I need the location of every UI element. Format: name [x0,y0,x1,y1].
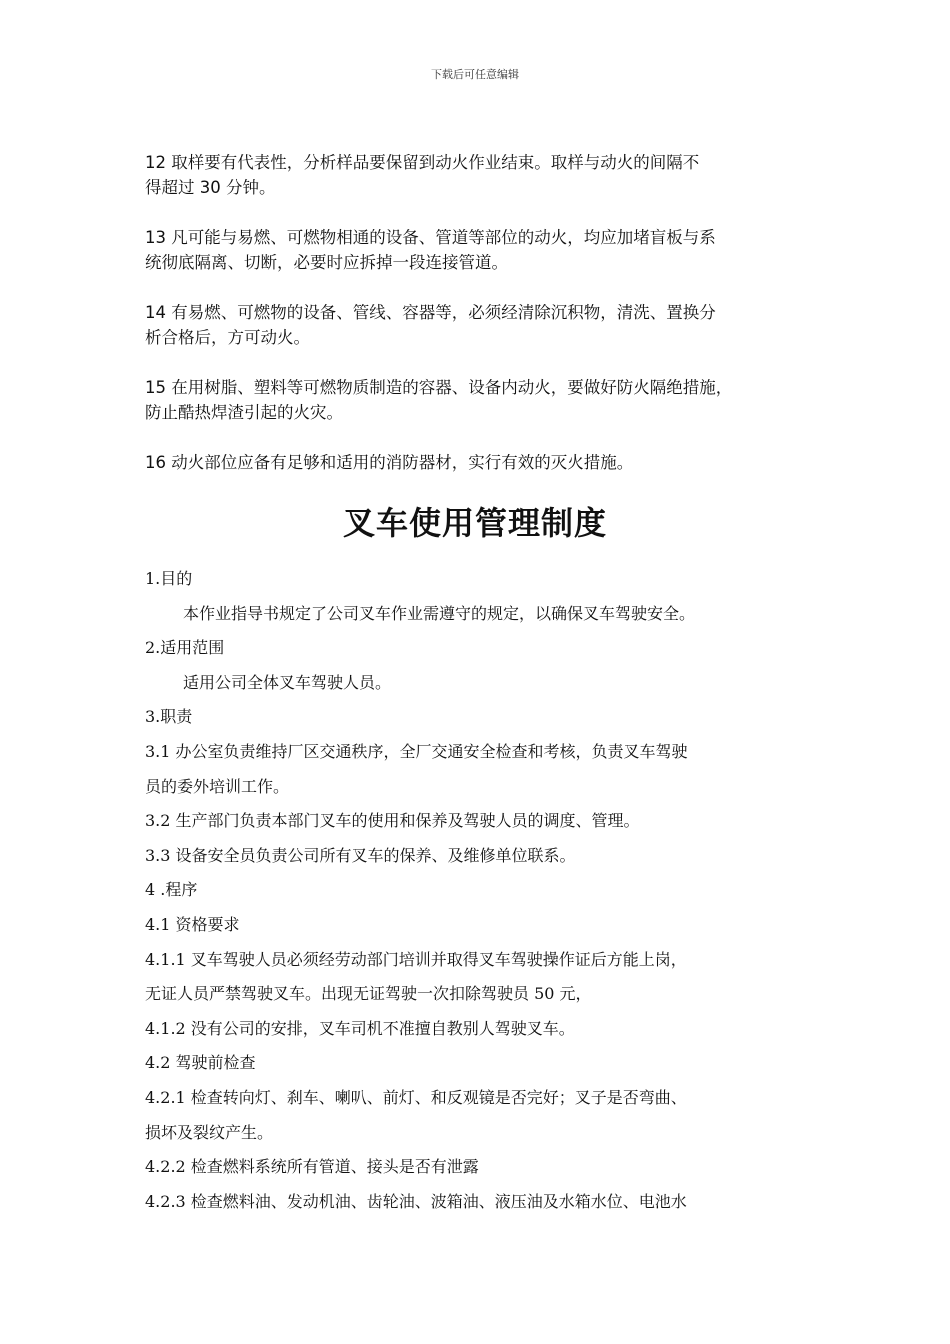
rule-line: 16 动火部位应备有足够和适用的消防器材，实行有效的灭火措施。 [145,453,634,472]
fire-rules-continued [145,150,817,500]
rule-item-15 [145,375,817,425]
body-line: 本作业指导书规定了公司叉车作业需遵守的规定，以确保叉车驾驶安全。 [183,603,696,623]
rule-line: 12 取样要有代表性，分析样品要保留到动火作业结束。取样与动火的间隔不 [145,153,700,172]
section-heading: 1.目的 [145,569,193,588]
rule-item-14 [145,300,817,350]
section-heading: 2.适用范围 [145,638,225,658]
subsection-heading: 4.2 驾驶前检查 [145,1053,256,1073]
rule-line: 防止酷热焊渣引起的火灾。 [145,403,343,422]
subsection-heading: 4.1 资格要求 [145,914,240,934]
body-line: 4.1.2 没有公司的安排，叉车司机不准擅自教别人驾驶叉车。 [145,1018,575,1038]
rule-line: 15 在用树脂、塑料等可燃物质制造的容器、设备内动火，要做好防火隔绝措施， [145,378,733,397]
rule-item-16 [145,450,817,475]
section-heading: 3.职责 [145,707,193,727]
rule-line: 统彻底隔离、切断，必要时应拆掉一段连接管道。 [145,253,508,272]
body-line: 适用公司全体叉车驾驶人员。 [183,672,392,692]
body-line: 4.2.1 检查转向灯、刹车、喇叭、前灯、和反观镜是否完好；叉子是否弯曲、 [145,1087,687,1107]
body-line: 4.1.1 叉车驾驶人员必须经劳动部门培训并取得叉车驾驶操作证后方能上岗， [145,949,687,969]
body-line: 4.2.3 检查燃料油、发动机油、齿轮油、波箱油、液压油及水箱水位、电池水 [145,1191,687,1211]
body-line: 员的委外培训工作。 [145,776,290,796]
section-heading: 4 .程序 [145,880,198,900]
body-line: 3.3 设备安全员负责公司所有叉车的保养、及维修单位联系。 [145,845,576,865]
forklift-regulation-body [145,562,817,1219]
rule-line: 得超过 30 分钟。 [145,178,276,197]
body-line: 4.2.2 检查燃料系统所有管道、接头是否有泄露 [145,1157,479,1177]
rule-line: 14 有易燃、可燃物的设备、管线、容器等，必须经清除沉积物，清洗、置换分 [145,303,716,322]
rule-line: 析合格后，方可动火。 [145,328,310,347]
header-note: 下载后可任意编辑 [431,68,519,81]
rule-item-12 [145,150,817,200]
rule-line: 13 凡可能与易燃、可燃物相通的设备、管道等部位的动火，均应加堵盲板与系 [145,228,716,247]
rule-item-13 [145,225,817,275]
body-line: 3.1 办公室负责维持厂区交通秩序，全厂交通安全检查和考核，负责叉车驾驶 [145,741,688,761]
body-line: 损坏及裂纹产生。 [145,1122,274,1142]
body-line: 3.2 生产部门负责本部门叉车的使用和保养及驾驶人员的调度、管理。 [145,811,640,831]
body-line: 无证人员严禁驾驶叉车。出现无证驾驶一次扣除驾驶员 50 元， [145,984,592,1004]
document-title: 叉车使用管理制度 [342,504,607,542]
